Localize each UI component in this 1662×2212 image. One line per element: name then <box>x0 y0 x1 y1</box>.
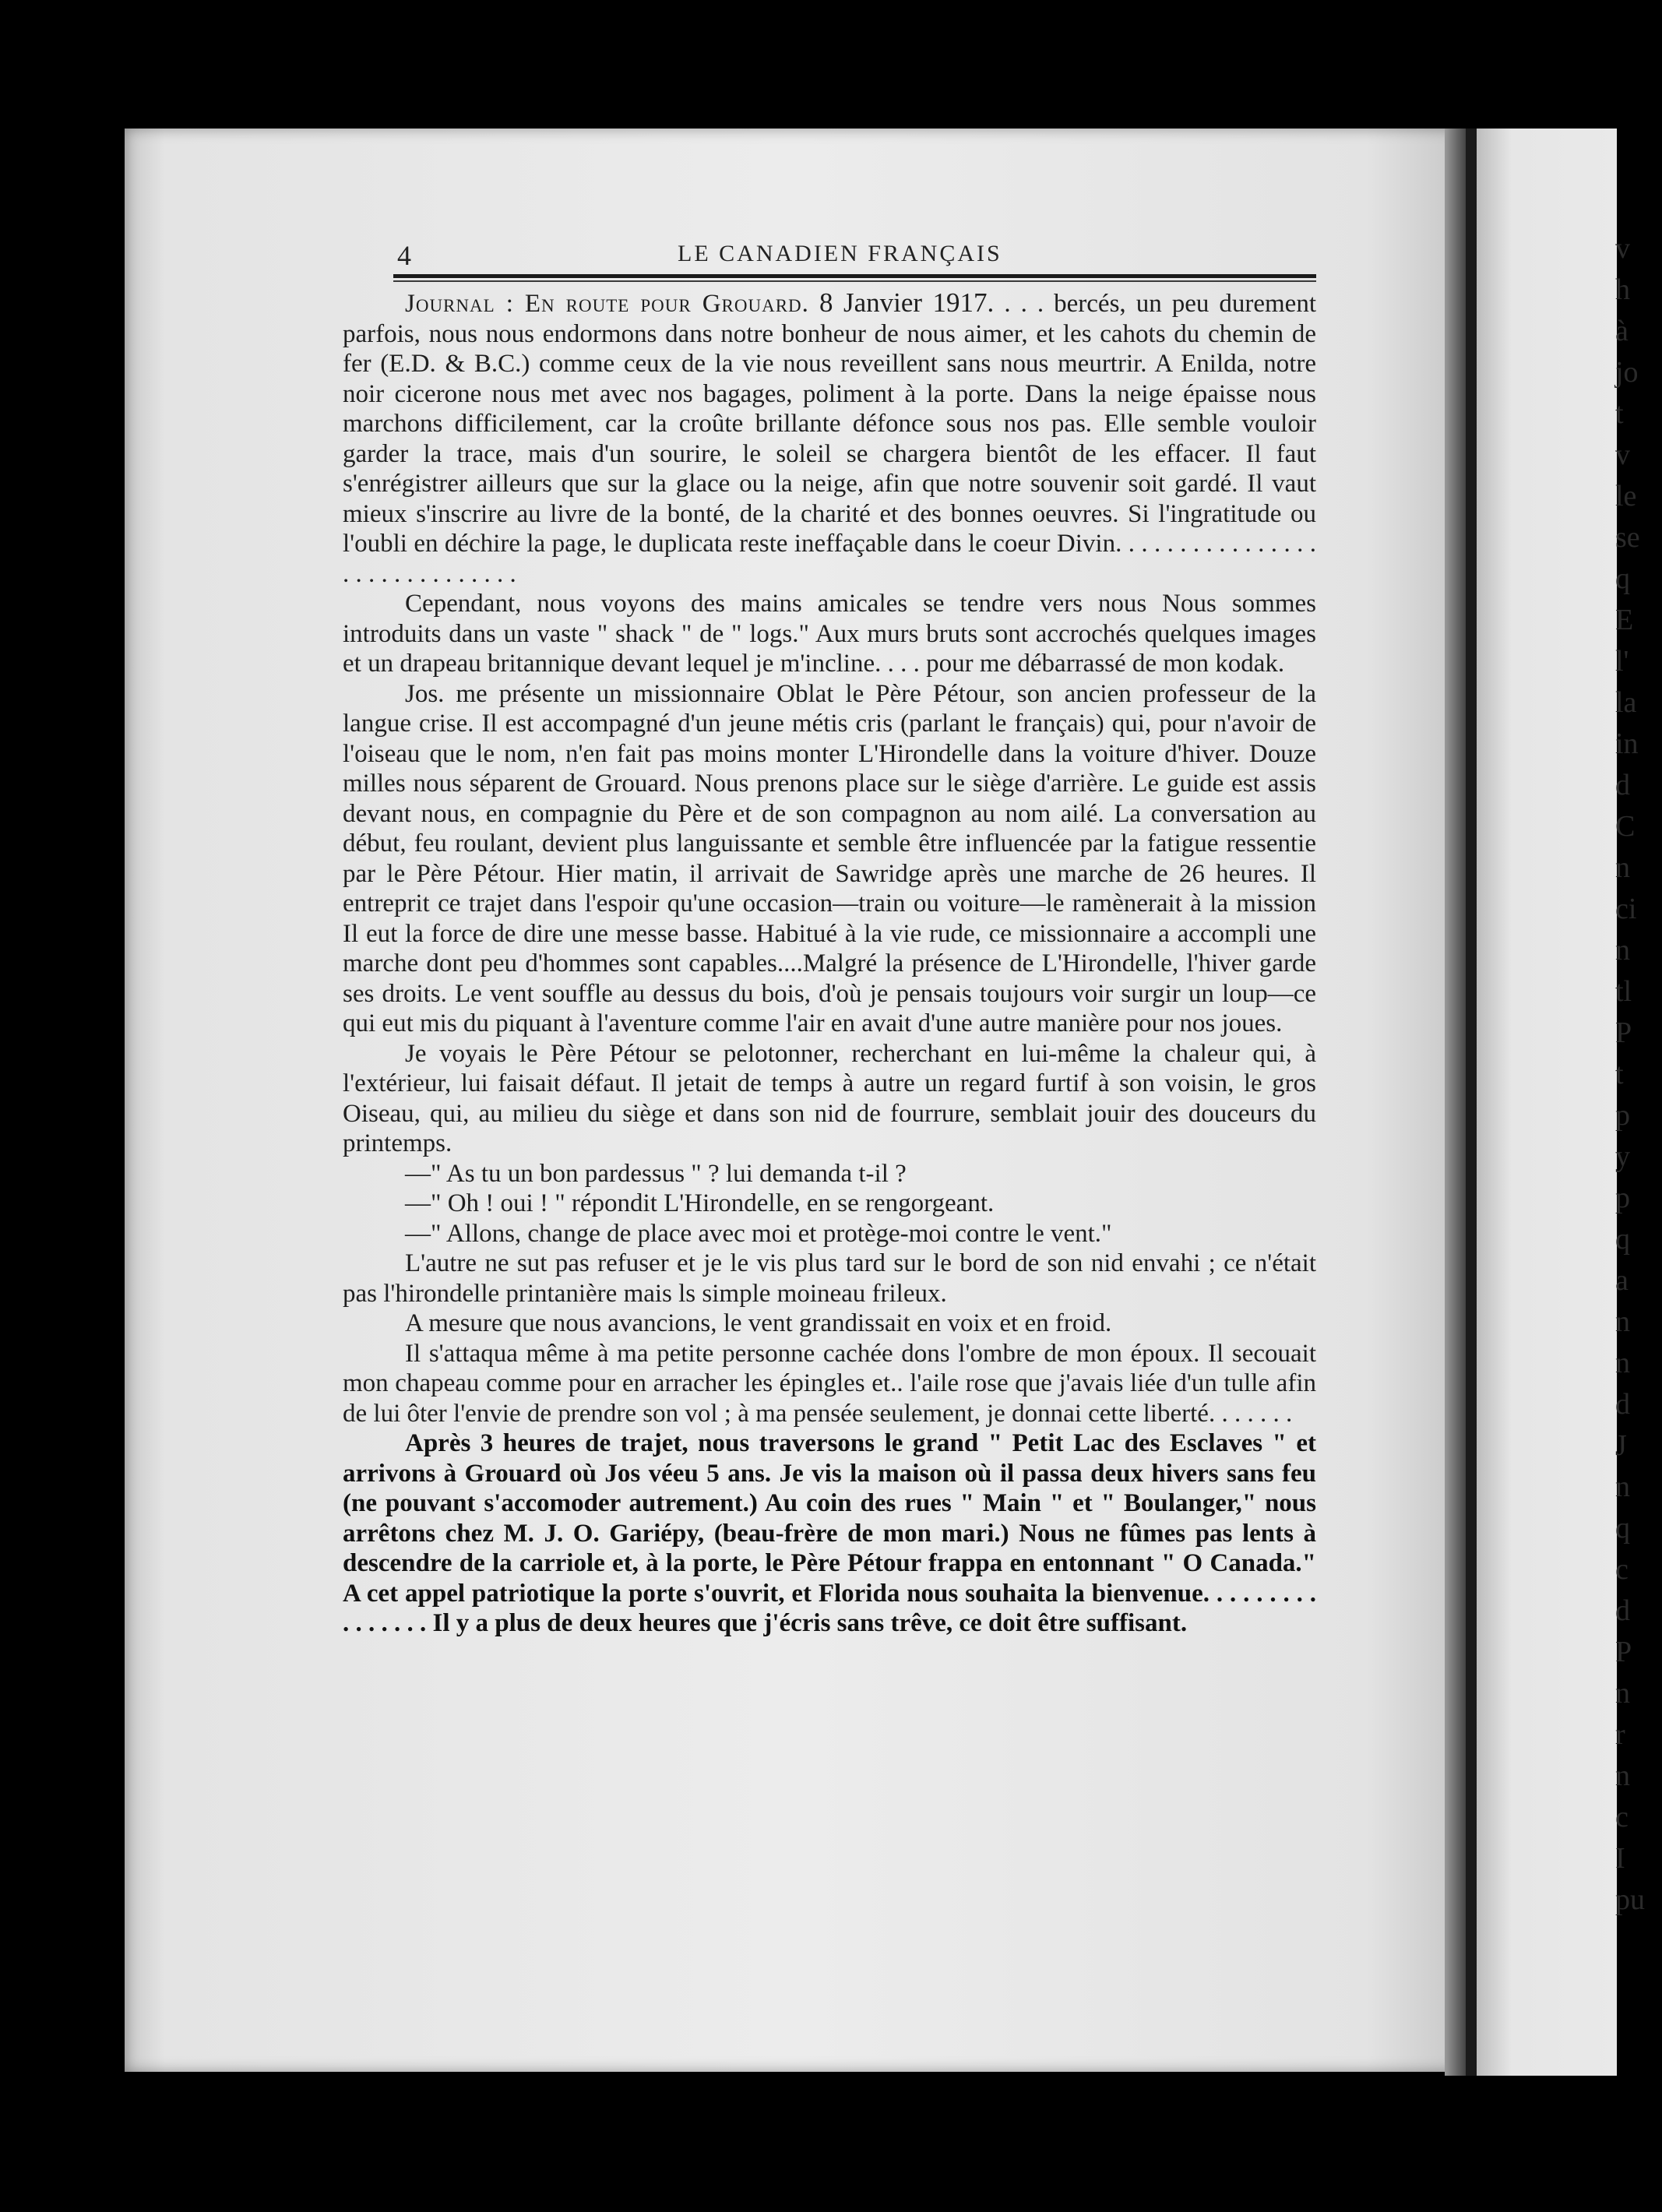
article-body <box>343 288 1316 1639</box>
paragraph-text: . . . bercés, un peu durement parfois, nous nous endormons dans notre bonheur de nous aimer, et les cahots du chemin de fer (E.D. & B.C.) comme ceux de la vie nous reveillent sans nous meurtrir. A Enilda, notre noir cicerone nous met avec nos bagages, poliment à la porte. Dans la neige épaisse nous marchons difficilement, car la croûte brillante défonce sous nos pas. Elle semble vouloir garder la trace, mais d'un sourire, le soleil se chargera bientôt de les effacer. Il faut s'enrégistrer ailleurs que sur la glace ou la neige, afin que notre souvenir soit gardé. Il vaut mieux s'inscrire au livre de la bonté, de la charité et des bonnes oeuvres. Si l'ingratitude ou l'oubli en déchire la page, le duplicata reste ineffaçable dans le coeur Divin. . . . . . . . . . . . . . . . . . . . . . . . . . . . . . <box>343 290 1317 588</box>
facing-page-fragment: d <box>1615 769 1630 801</box>
facing-page-fragment: n <box>1615 1347 1630 1379</box>
paragraph-final: Après 3 heures de trajet, nous traversons le grand " Petit Lac des Esclaves " et arrivons à Grouard où Jos véeu 5 ans. Je vis la maison où il passa deux hivers sans feu (ne pouvant s'accomoder autrement.) Au coin des rues " Main " et " Boulanger," nous arrêtons chez M. J. O. Gariépy, (beau-frère de mon mari.) Nous ne fûmes pas lents à descendre de la carriole et, à la porte, le Père Pétour frappa en entonnant " O Canada." A cet appel patriotique la porte s'ouvrit, et Florida nous souhaita la bienvenue. . . . . . . . . . . . . . . . Il y a plus de deux heures que j'écris sans trêve, ce doit être suffisant. <box>343 1429 1316 1637</box>
facing-page-fragment: se <box>1615 521 1640 554</box>
page-number: 4 <box>397 240 411 271</box>
lead-label: Journal : En route pour Grouard. <box>405 290 809 318</box>
facing-page-fragment: q <box>1615 1512 1630 1545</box>
facing-page-fragment: n <box>1615 1677 1630 1710</box>
paragraph: L'autre ne sut pas refuser et je le vis plus tard sur le bord de son nid envahi ; ce n'était pas l'hirondelle printanière mais ls simple moineau frileux. <box>343 1249 1316 1308</box>
facing-page-fragment: c <box>1615 1553 1629 1586</box>
facing-page-fragment: p <box>1615 1099 1630 1132</box>
facing-page-fragment: E <box>1615 604 1634 636</box>
facing-page-fragment: n <box>1615 1759 1630 1792</box>
facing-page-fragment: c <box>1615 1801 1629 1833</box>
facing-page-fragment: pu <box>1615 1883 1645 1916</box>
facing-page-fragment: q <box>1615 562 1630 595</box>
facing-page-fragment: n <box>1615 1305 1630 1338</box>
facing-page-fragment: q <box>1615 1223 1630 1256</box>
facing-page-fragment: jo <box>1615 356 1639 389</box>
facing-page-fragment: v <box>1615 439 1630 471</box>
paragraph: Il s'attaqua même à ma petite personne cachée dons l'ombre de mon époux. Il secouait mon chapeau comme pour en arracher les épingles et.. l'aile rose que j'avais liée d'un tulle afin de lui ôter l'envie de prendre son vol ; à ma pensée seulement, je donnai cette liberté. . . . . . . <box>343 1339 1316 1428</box>
facing-page-fragment: C <box>1615 810 1636 843</box>
paragraph-lead <box>343 288 1316 589</box>
facing-page-fragment: v <box>1615 232 1630 265</box>
dialogue-line: —" Allons, change de place avec moi et protège-moi contre le vent." <box>405 1219 1112 1248</box>
facing-page-fragment: n <box>1615 934 1630 967</box>
facing-page-fragment: y <box>1615 1140 1630 1173</box>
paragraph: A mesure que nous avancions, le vent grandissait en voix et en froid. <box>405 1309 1112 1337</box>
facing-page-fragment: r <box>1615 1718 1625 1751</box>
paragraph: Jos. me présente un missionnaire Oblat le Père Pétour, son ancien professeur de la langue crise. Il est accompagné d'un jeune métis cris (parlant le français) qui, pour n'avoir de l'oiseau que le nom, n'en fait pas moins monter L'Hirondelle dans la voiture d'hiver. Douze milles nous séparent de Grouard. Nous prenons place sur le siège d'arrière. Le guide est assis devant nous, en compagnie du Père et de son compagnon au nom ailé. La conversation au début, feu roulant, devient plus languissante et semble être influencée par la fatigue ressentie par le Père Pétour. Hier matin, il arrivait de Sawridge après une marche de 26 heures. Il entreprit ce trajet dans l'espoir qu'une occasion—train ou voiture—le ramènerait à la mission Il eut la force de dire une messe basse. Habitué à la vie rude, ce missionnaire a accompli une marche dont peu d'hommes sont capables....Malgré la présence de L'Hirondelle, l'hiver garde ses droits. Le vent souffle au dessus du bois, d'où je pensais toujours voir surgir un loup—ce qui eut mis du piquant à l'aventure comme l'air en avait d'une autre manière pour nos joues. <box>343 679 1316 1037</box>
facing-page-fragment: n <box>1615 1471 1630 1503</box>
paragraph: Je voyais le Père Pétour se pelotonner, recherchant en lui-même la chaleur qui, à l'extérieur, lui faisait défaut. Il jetait de temps à autre un regard furtif à son voisin, le gros Oiseau, qui, au milieu du siège et dans son nid de fourrure, semblait jouir des douceurs du printemps. <box>343 1039 1316 1157</box>
facing-page-fragment: h <box>1615 273 1630 306</box>
running-title: LE CANADIEN FRANÇAIS <box>678 241 1002 266</box>
page-edge <box>1445 129 1468 2076</box>
facing-page-fragment: a <box>1615 1264 1629 1297</box>
facing-page-fragment: n <box>1615 851 1630 884</box>
dialogue-line: —" Oh ! oui ! " répondit L'Hirondelle, en se rengorgeant. <box>405 1189 995 1217</box>
header-rule-thin <box>393 280 1316 282</box>
facing-page-edge <box>1477 129 1645 2076</box>
facing-page-fragment: tl <box>1615 975 1632 1008</box>
dialogue-line: —" As tu un bon pardessus " ? lui demanda t-il ? <box>405 1159 907 1188</box>
facing-page-fragment: l' <box>1615 645 1629 678</box>
facing-page-fragment: le <box>1615 480 1637 512</box>
facing-page-fragment: in <box>1615 727 1639 760</box>
facing-page-fragment: t <box>1615 1058 1624 1090</box>
paragraph: Cependant, nous voyons des mains amicales se tendre vers nous Nous sommes introduits dans un vaste " shack " de " logs." Aux murs bruts sont accrochés quelques images et un drapeau britannique devant lequel je m'incline. . . . pour me débarrassé de mon kodak. <box>343 590 1316 678</box>
facing-page-fragment: d <box>1615 1388 1630 1421</box>
book-gutter <box>1466 129 1477 2076</box>
facing-page-fragment: J <box>1615 1429 1627 1462</box>
facing-page-fragment: I <box>1615 1842 1625 1875</box>
facing-page-fragment: P <box>1615 1016 1632 1049</box>
facing-page-fragment: ci <box>1615 893 1637 925</box>
facing-page-fragment: P <box>1615 1636 1632 1668</box>
header-rule <box>393 274 1316 278</box>
page-header <box>397 239 1316 270</box>
facing-page-fragment: p <box>1615 1182 1630 1214</box>
facing-page-fragment: la <box>1615 686 1637 719</box>
facing-page-fragment: d <box>1615 1594 1630 1627</box>
lead-date: 8 Janvier 1917. <box>819 287 995 318</box>
facing-page-fragment: à <box>1615 315 1629 347</box>
facing-page-fragment: t <box>1615 397 1624 430</box>
